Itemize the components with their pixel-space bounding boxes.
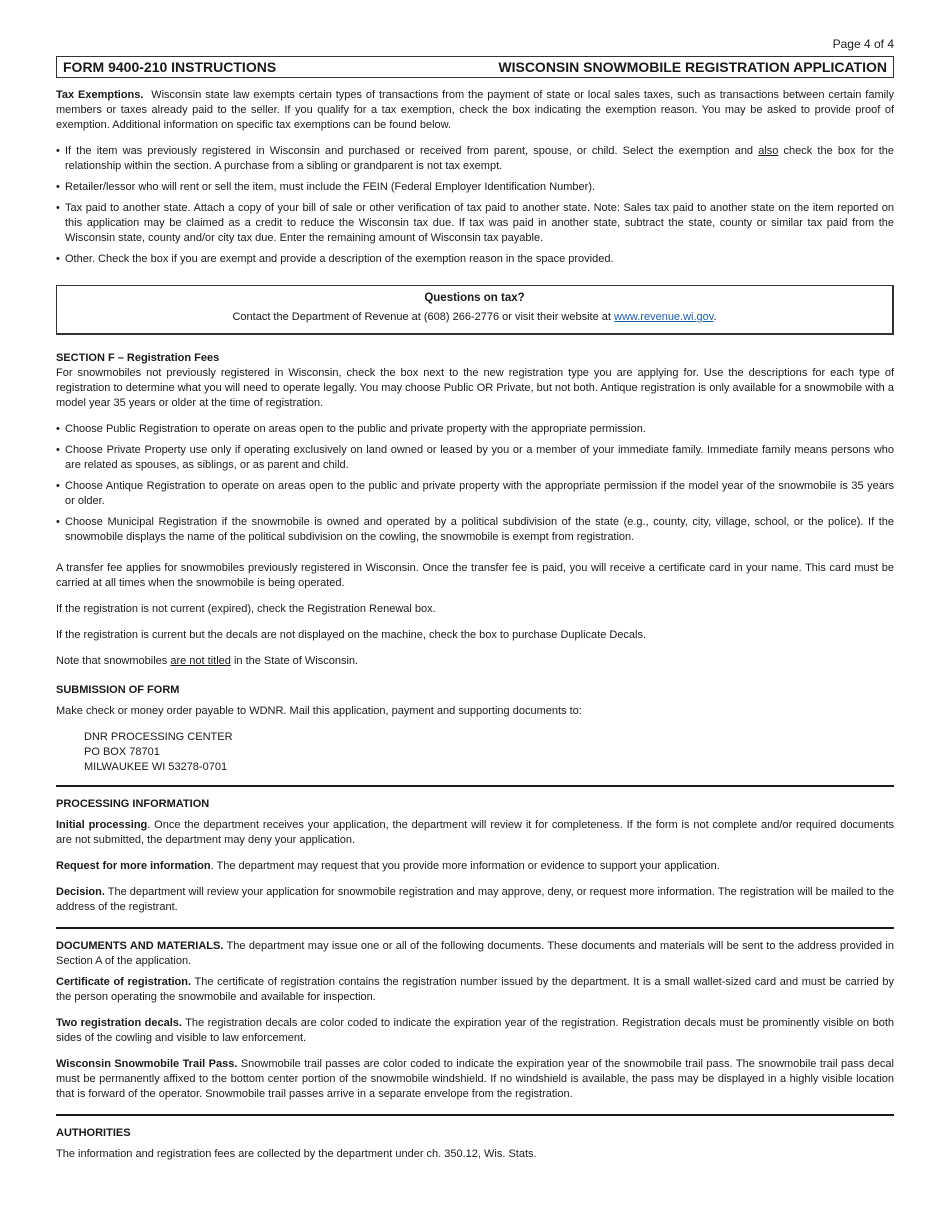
mailing-address bbox=[84, 730, 894, 775]
page-content bbox=[56, 88, 894, 1173]
tax-exemption-family-text-a: If the item was previously registered in Wisconsin and purchased or received from parent, spouse, or child. Select the exemption and bbox=[65, 145, 759, 157]
not-titled-note-b: in the State of Wisconsin. bbox=[230, 655, 359, 667]
page-number: Page 4 of 4 bbox=[832, 37, 894, 51]
address-line-1: DNR PROCESSING CENTER bbox=[84, 731, 233, 743]
submission-title: SUBMISSION OF FORM bbox=[56, 684, 180, 696]
address-line-2: PO BOX 78701 bbox=[84, 746, 160, 758]
request-more-info-title: Request for more information bbox=[56, 860, 211, 872]
tax-exemption-item-other: • Other. Check the box if you are exempt and provide a description of the exemption reason in the space provided. bbox=[56, 252, 894, 267]
tax-questions-contact: Contact the Department of Revenue at (608) 266-2776 or visit their website at bbox=[232, 311, 615, 323]
duplicate-decals-text: If the registration is current but the decals are not displayed on the machine, check the box to purchase Duplicate Decals. bbox=[56, 629, 647, 641]
tax-questions-end: . bbox=[713, 311, 717, 323]
tax-questions-title: Questions on tax? bbox=[424, 292, 525, 304]
trail-pass-title: Wisconsin Snowmobile Trail Pass. bbox=[56, 1058, 238, 1070]
not-titled-note-a: Note that snowmobiles bbox=[56, 655, 171, 667]
registration-decals bbox=[56, 1016, 894, 1046]
documents-intro-text: The department may issue one or all of the following documents. These documents and materials will be sent to the address provided in Section A of the application. bbox=[56, 940, 894, 967]
form-header bbox=[56, 56, 894, 78]
tax-exemption-item-retailer: • Retailer/lessor who will rent or sell the item, must include the FEIN (Federal Employer Identification Number). bbox=[56, 180, 894, 195]
certificate-of-registration bbox=[56, 975, 894, 1005]
initial-processing-title: Initial processing bbox=[56, 819, 148, 831]
application-title: WISCONSIN SNOWMOBILE REGISTRATION APPLICATION bbox=[498, 58, 887, 75]
tax-exemptions-text: Wisconsin state law exempts certain types of transactions from the payment of state or local sales taxes, such as transactions between certain family members or taxes already paid to the seller. If you qualify for a tax exemption, check the box indicating the exemption reason. You may be asked to provide proof of exemption. Additional information on specific tax exemptions can be found below. bbox=[56, 89, 894, 131]
address-line-3: MILWAUKEE WI 53278-0701 bbox=[84, 761, 228, 773]
section-divider bbox=[56, 1114, 894, 1116]
revenue-website-link[interactable]: www.revenue.wi.gov bbox=[614, 311, 714, 323]
processing-title: PROCESSING INFORMATION bbox=[56, 798, 210, 810]
trail-pass-text: Snowmobile trail passes are color coded to indicate the expiration year of the snowmobile trail pass. The snowmobile trail pass decal must be permanently affixed to the bottom center portion of the snowmobile windshield. If no windshield is available, the pass may be displayed in a highly visible location that is forward of the operator. Snowmobile trail passes arrive in a separate envelope from the registration. bbox=[56, 1058, 894, 1100]
tax-questions-text bbox=[57, 310, 892, 325]
not-titled-note bbox=[56, 654, 894, 669]
request-more-info-text: . The department may request that you provide more information or evidence to support your application. bbox=[210, 860, 720, 872]
section-divider bbox=[56, 785, 894, 787]
tax-exemption-item-other-state: • Tax paid to another state. Attach a copy of your bill of sale or other verification of tax paid to another state. Note: Sales tax paid to another state on the item reported on this application may be claimed as a credit to reduce the Wisconsin tax due. If tax was paid in another state, subtract the state, county or similar tax paid from the Wisconsin state, county and/or city tax due. Enter the remaining amount of Wisconsin tax payable. bbox=[56, 201, 894, 246]
decision-text: The department will review your application for snowmobile registration and may approve, deny, or request more information. The registration will be mailed to the address of the registrant. bbox=[56, 886, 894, 913]
trail-pass bbox=[56, 1057, 894, 1102]
registration-type-municipal: • Choose Municipal Registration if the snowmobile is owned and operated by a political subdivision of the state (e.g., county, city, village, school, or the police). If the snowmobile displays the name of the political subdivision on the cowling, the snowmobile is exempt from registration. bbox=[56, 515, 894, 545]
registration-type-private: • Choose Private Property use only if operating exclusively on land owned or leased by you or a member of your immediate family. Immediate family means persons who are related as spouses, as siblings, or as parent and child. bbox=[56, 443, 894, 473]
renewal-text: If the registration is not current (expired), check the Registration Renewal box. bbox=[56, 603, 436, 615]
tax-exemption-family-text-b: check the box for the relationship within the section. A purchase from a sibling or grandparent is not tax exempt. bbox=[65, 145, 895, 172]
registration-type-list bbox=[56, 422, 894, 545]
registration-type-public: • Choose Public Registration to operate on areas open to the public and private property with the appropriate permission. bbox=[56, 422, 894, 437]
decals-title: Two registration decals. bbox=[56, 1017, 182, 1029]
tax-exemptions-title: Tax Exemptions. bbox=[56, 89, 144, 101]
authorities-text: The information and registration fees are collected by the department under ch. 350.12, Wis. Stats. bbox=[56, 1148, 537, 1160]
registration-type-antique: • Choose Antique Registration to operate on areas open to the public and private property with the appropriate permission if the model year of the snowmobile is 35 years or older. bbox=[56, 479, 894, 509]
tax-exemption-item-family bbox=[56, 144, 894, 174]
decision bbox=[56, 885, 894, 915]
tax-exemption-list bbox=[56, 144, 894, 267]
decals-text: The registration decals are color coded to indicate the expiration year of the registration. Registration decals must be prominently visible on both sides of the cowling and visible to law enforcement. bbox=[56, 1017, 894, 1044]
authorities-title: AUTHORITIES bbox=[56, 1127, 131, 1139]
certificate-title: Certificate of registration. bbox=[56, 976, 192, 988]
not-titled-note-underlined: are not titled bbox=[170, 655, 231, 667]
initial-processing-text: . Once the department receives your application, the department will review it for completeness. If the form is not complete and/or required documents are not submitted, the department may deny your application. bbox=[56, 819, 895, 846]
tax-exemption-family-also: also bbox=[758, 145, 779, 157]
documents-title: DOCUMENTS AND MATERIALS. bbox=[56, 940, 224, 952]
request-more-info bbox=[56, 859, 894, 874]
submission-text: Make check or money order payable to WDNR. Mail this application, payment and supporting documents to: bbox=[56, 705, 582, 717]
tax-questions-box bbox=[56, 285, 894, 335]
form-title: FORM 9400-210 INSTRUCTIONS bbox=[63, 58, 277, 75]
certificate-text: The certificate of registration contains the registration number issued by the department. It is a small wallet-sized card and must be carried by the person operating the snowmobile and available for inspection. bbox=[56, 976, 895, 1003]
section-divider bbox=[56, 927, 894, 929]
tax-exemptions-intro bbox=[56, 88, 894, 133]
decision-title: Decision. bbox=[56, 886, 105, 898]
transfer-fee-text: A transfer fee applies for snowmobiles previously registered in Wisconsin. Once the transfer fee is paid, you will receive a certificate card in your name. This card must be carried at all times when the snowmobile is being operated. bbox=[56, 562, 894, 589]
initial-processing bbox=[56, 818, 894, 848]
section-f-intro: For snowmobiles not previously registered in Wisconsin, check the box next to the new registration type you are applying for. Use the descriptions for each type of registration to determine what you will need to operate legally. You may choose Public OR Private, but not both. Antique registration is only available for a snowmobile with a model year 35 years or older at the time of registration. bbox=[56, 367, 894, 409]
documents-intro bbox=[56, 939, 894, 969]
section-f-title: SECTION F – Registration Fees bbox=[56, 352, 220, 364]
